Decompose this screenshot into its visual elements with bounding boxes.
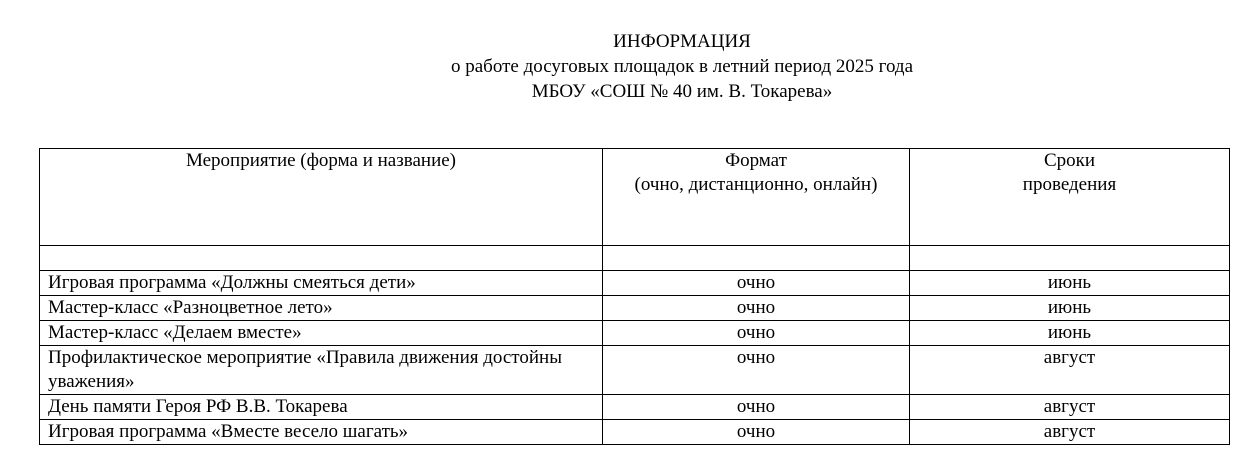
event-cell: День памяти Героя РФ В.В. Токарева bbox=[40, 395, 603, 420]
column-header-period-label: Сроки bbox=[1043, 150, 1096, 171]
event-cell: Профилактическое мероприятие «Правила движения достойны уважения» bbox=[40, 346, 603, 395]
period-cell: июнь bbox=[910, 296, 1230, 321]
event-cell: Мастер-класс «Разноцветное лето» bbox=[40, 296, 603, 321]
period-cell: август bbox=[910, 346, 1230, 395]
format-cell: очно bbox=[603, 420, 910, 445]
period-cell: июнь bbox=[910, 271, 1230, 296]
format-cell: очно bbox=[603, 271, 910, 296]
document-title: ИНФОРМАЦИЯ bbox=[613, 31, 751, 52]
table-row bbox=[40, 296, 1230, 321]
school-name: МБОУ «СОШ № 40 им. В. Токарева» bbox=[531, 81, 833, 102]
column-header-event-label: Мероприятие (форма и название) bbox=[185, 150, 456, 171]
document-subtitle: о работе досуговых площадок в летний период 2025 года bbox=[450, 56, 914, 77]
table-row bbox=[40, 321, 1230, 346]
table-row bbox=[40, 395, 1230, 420]
table-header-row bbox=[40, 149, 1230, 246]
column-header-period-sublabel: проведения bbox=[1022, 174, 1117, 195]
empty-row bbox=[40, 246, 1230, 271]
column-header-format-sublabel: (очно, дистанционно, онлайн) bbox=[634, 174, 878, 195]
table-row bbox=[40, 420, 1230, 445]
format-cell: очно bbox=[603, 296, 910, 321]
format-cell: очно bbox=[603, 395, 910, 420]
column-header-period bbox=[910, 149, 1230, 246]
column-header-event bbox=[40, 149, 603, 246]
event-cell: Мастер-класс «Делаем вместе» bbox=[40, 321, 603, 346]
period-cell: август bbox=[910, 420, 1230, 445]
document-header bbox=[0, 29, 1259, 104]
event-cell: Игровая программа «Вместе весело шагать» bbox=[40, 420, 603, 445]
events-table bbox=[39, 148, 1230, 445]
period-cell: июнь bbox=[910, 321, 1230, 346]
column-header-format bbox=[603, 149, 910, 246]
format-cell: очно bbox=[603, 321, 910, 346]
period-cell: август bbox=[910, 395, 1230, 420]
table-row bbox=[40, 271, 1230, 296]
event-cell: Игровая программа «Должны смеяться дети» bbox=[40, 271, 603, 296]
column-header-format-label: Формат bbox=[725, 150, 787, 171]
format-cell: очно bbox=[603, 346, 910, 395]
table-row bbox=[40, 346, 1230, 395]
